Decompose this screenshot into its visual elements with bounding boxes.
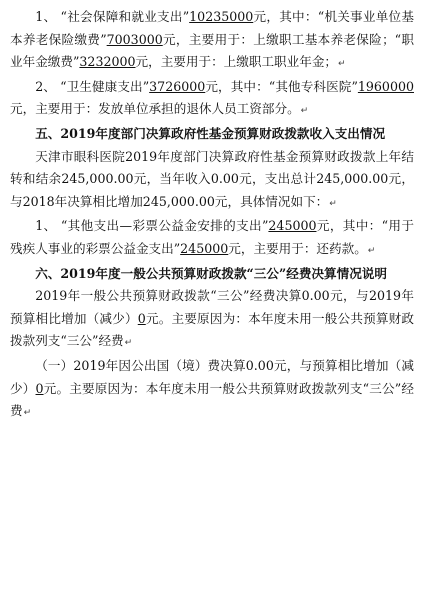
amount-change-overseas: 0	[35, 380, 44, 396]
amount-disability-lottery: 245000	[180, 240, 229, 256]
section-heading-6: 六、2019年度一般公共预算财政拨款“三公”经费决算情况说明	[35, 265, 387, 281]
amount-pension-insurance: 7003000	[106, 31, 163, 47]
text-run: 元，主要用于：还药款。	[228, 240, 367, 256]
text-run: 元。主要原因为：本年度未用一般公共预算财政拨款列支“三公”经费	[10, 380, 414, 419]
paragraph-social-security	[10, 6, 414, 76]
paragraph-mark-icon: ↵	[23, 408, 32, 419]
amount-lottery-fund: 245000	[268, 218, 317, 234]
text-run: 1、 “社会保障和就业支出”	[35, 9, 190, 24]
paragraph-mark-icon: ↵	[367, 245, 376, 256]
paragraph-government-fund	[10, 146, 414, 216]
amount-social-security: 10235000	[189, 9, 254, 24]
text-run: 元，其中：“用于残疾人事业的彩票公益金支出”	[10, 218, 414, 256]
section-heading-5: 五、2019年度部门决算政府性基金预算财政拨款收入支出情况	[35, 125, 386, 141]
amount-health: 3726000	[149, 78, 206, 94]
text-run: 2019年一般公共预算财政拨款“三公”经费决算0.00元，与2019年预算相比增加（减少）	[10, 288, 414, 326]
paragraph-mark-icon: ↵	[329, 198, 337, 209]
amount-change-three-public: 0	[137, 310, 146, 326]
amount-occupational-annuity: 3232000	[79, 54, 136, 70]
amount-specialty-hospital: 1960000	[357, 78, 414, 94]
text-run: 元。主要原因为：本年度未用一般公共预算财政拨款列支“三公”经费	[10, 310, 415, 349]
paragraph-mark-icon: ↵	[338, 59, 346, 70]
text-run: 天津市眼科医院2019年度部门决算政府性基金预算财政拨款上年结转和结余245,000.00元，当年收入0.00元，支出总计245,000.00元，与2018年决算相比增加245,000.00元，具体情况如下：	[10, 148, 414, 209]
paragraph-mark-icon: ↵	[124, 338, 133, 349]
text-run: 元，主要用于：上缴职工基本养老保险；“职业年金缴费”	[10, 31, 414, 70]
text-run: 1、 “其他支出—彩票公益金安排的支出”	[35, 218, 269, 234]
paragraph-lottery-fund	[10, 215, 414, 262]
text-run: 元，主要用于：上缴职工职业年金；	[135, 54, 338, 70]
paragraph-health	[10, 76, 414, 123]
paragraph-overseas-travel	[10, 355, 414, 425]
text-run: 元，其中：“其他专科医院”	[205, 78, 358, 94]
text-run: （一）2019年因公出国（境）费决算0.00元，与预算相比增加（减少）	[10, 357, 414, 396]
text-run: 元，主要用于：发放单位承担的退休人员工资部分。	[10, 101, 300, 117]
paragraph-mark-icon: ↵	[300, 106, 309, 117]
text-run: 元，其中：“机关事业单位基本养老保险缴费”	[10, 9, 414, 47]
paragraph-three-public	[10, 285, 414, 355]
text-run: 2、 “卫生健康支出”	[35, 78, 150, 94]
